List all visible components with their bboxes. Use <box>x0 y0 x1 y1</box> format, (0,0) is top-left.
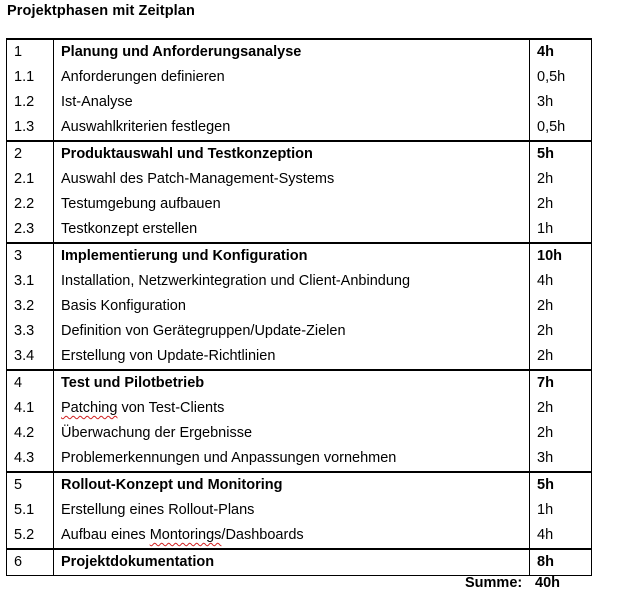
phase-number: 5 <box>7 472 54 498</box>
task-duration: 1h <box>530 217 592 243</box>
task-row <box>7 65 592 90</box>
task-number: 4.3 <box>7 446 54 472</box>
task-name: Erstellung eines Rollout-Plans <box>61 502 255 518</box>
phase-duration: 8h <box>530 549 592 576</box>
task-number: 4.2 <box>7 421 54 446</box>
task-name: Überwachung der Ergebnisse <box>61 425 253 441</box>
phase-duration: 7h <box>530 370 592 396</box>
page-title: Projektphasen mit Zeitplan <box>7 3 195 19</box>
task-number: 2.2 <box>7 192 54 217</box>
task-row <box>7 192 592 217</box>
task-duration: 2h <box>530 167 592 192</box>
task-number: 1.2 <box>7 90 54 115</box>
task-name <box>54 523 530 549</box>
task-row <box>7 421 592 446</box>
task-name <box>54 396 530 421</box>
task-name: Erstellung von Update-Richtlinien <box>61 348 276 364</box>
task-name: Installation, Netzwerkintegration und Client-Anbindung <box>61 273 411 289</box>
task-number: 3.2 <box>7 294 54 319</box>
phase-table <box>6 38 592 576</box>
phase-name: Implementierung und Konfiguration <box>54 243 530 269</box>
phase-duration: 10h <box>530 243 592 269</box>
phase-name: Test und Pilotbetrieb <box>54 370 530 396</box>
task-number: 3.4 <box>7 344 54 370</box>
task-number: 2.3 <box>7 217 54 243</box>
task-name: Problemerkennungen und Anpassungen vornehmen <box>61 450 397 466</box>
task-duration: 1h <box>530 498 592 523</box>
task-row <box>7 498 592 523</box>
task-name-start: Aufbau eines <box>61 527 150 543</box>
phase-row <box>7 549 592 576</box>
phase-name: Projektdokumentation <box>54 549 530 576</box>
task-duration: 2h <box>530 319 592 344</box>
phase-row <box>7 39 592 65</box>
task-number: 3.1 <box>7 269 54 294</box>
task-row <box>7 269 592 294</box>
sum-label: Summe: <box>465 575 523 591</box>
phase-duration: 5h <box>530 472 592 498</box>
task-row <box>7 115 592 141</box>
phase-number: 1 <box>7 39 54 65</box>
task-number: 5.1 <box>7 498 54 523</box>
task-name: Definition von Gerätegruppen/Update-Zielen <box>61 323 346 339</box>
task-duration: 3h <box>530 90 592 115</box>
task-duration: 2h <box>530 421 592 446</box>
task-name: Anforderungen definieren <box>61 69 225 85</box>
task-row <box>7 446 592 472</box>
phase-row <box>7 141 592 167</box>
phase-number: 2 <box>7 141 54 167</box>
phase-row <box>7 243 592 269</box>
task-number: 5.2 <box>7 523 54 549</box>
task-duration: 4h <box>530 523 592 549</box>
task-duration: 2h <box>530 294 592 319</box>
task-name-rest: /Dashboards <box>221 527 304 543</box>
task-row <box>7 319 592 344</box>
task-name: Basis Konfiguration <box>61 298 186 314</box>
task-name: Auswahl des Patch-Management-Systems <box>61 171 335 187</box>
task-row <box>7 217 592 243</box>
task-row <box>7 344 592 370</box>
phase-duration: 5h <box>530 141 592 167</box>
task-number: 3.3 <box>7 319 54 344</box>
task-duration: 0,5h <box>530 65 592 90</box>
task-number: 2.1 <box>7 167 54 192</box>
task-row <box>7 294 592 319</box>
task-duration: 4h <box>530 269 592 294</box>
task-name: Ist-Analyse <box>61 94 133 110</box>
task-name-rest: von Test-Clients <box>117 400 225 416</box>
task-duration: 2h <box>530 344 592 370</box>
task-name: Auswahlkriterien festlegen <box>61 119 231 135</box>
task-row <box>7 523 592 549</box>
phase-number: 4 <box>7 370 54 396</box>
spellcheck-word: Patching <box>61 400 118 416</box>
task-duration: 3h <box>530 446 592 472</box>
phase-row <box>7 370 592 396</box>
task-row <box>7 90 592 115</box>
sum-value: 40h <box>535 575 560 591</box>
task-duration: 2h <box>530 396 592 421</box>
task-row <box>7 396 592 421</box>
phase-name: Planung und Anforderungsanalyse <box>54 39 530 65</box>
task-duration: 0,5h <box>530 115 592 141</box>
spellcheck-word: Montorings <box>149 527 222 543</box>
phase-number: 6 <box>7 549 54 576</box>
task-row <box>7 167 592 192</box>
phase-name: Produktauswahl und Testkonzeption <box>54 141 530 167</box>
task-number: 4.1 <box>7 396 54 421</box>
task-duration: 2h <box>530 192 592 217</box>
phase-name: Rollout-Konzept und Monitoring <box>54 472 530 498</box>
task-number: 1.1 <box>7 65 54 90</box>
phase-duration: 4h <box>530 39 592 65</box>
task-name: Testkonzept erstellen <box>61 221 198 237</box>
phase-row <box>7 472 592 498</box>
task-number: 1.3 <box>7 115 54 141</box>
phase-number: 3 <box>7 243 54 269</box>
task-name: Testumgebung aufbauen <box>61 196 221 212</box>
